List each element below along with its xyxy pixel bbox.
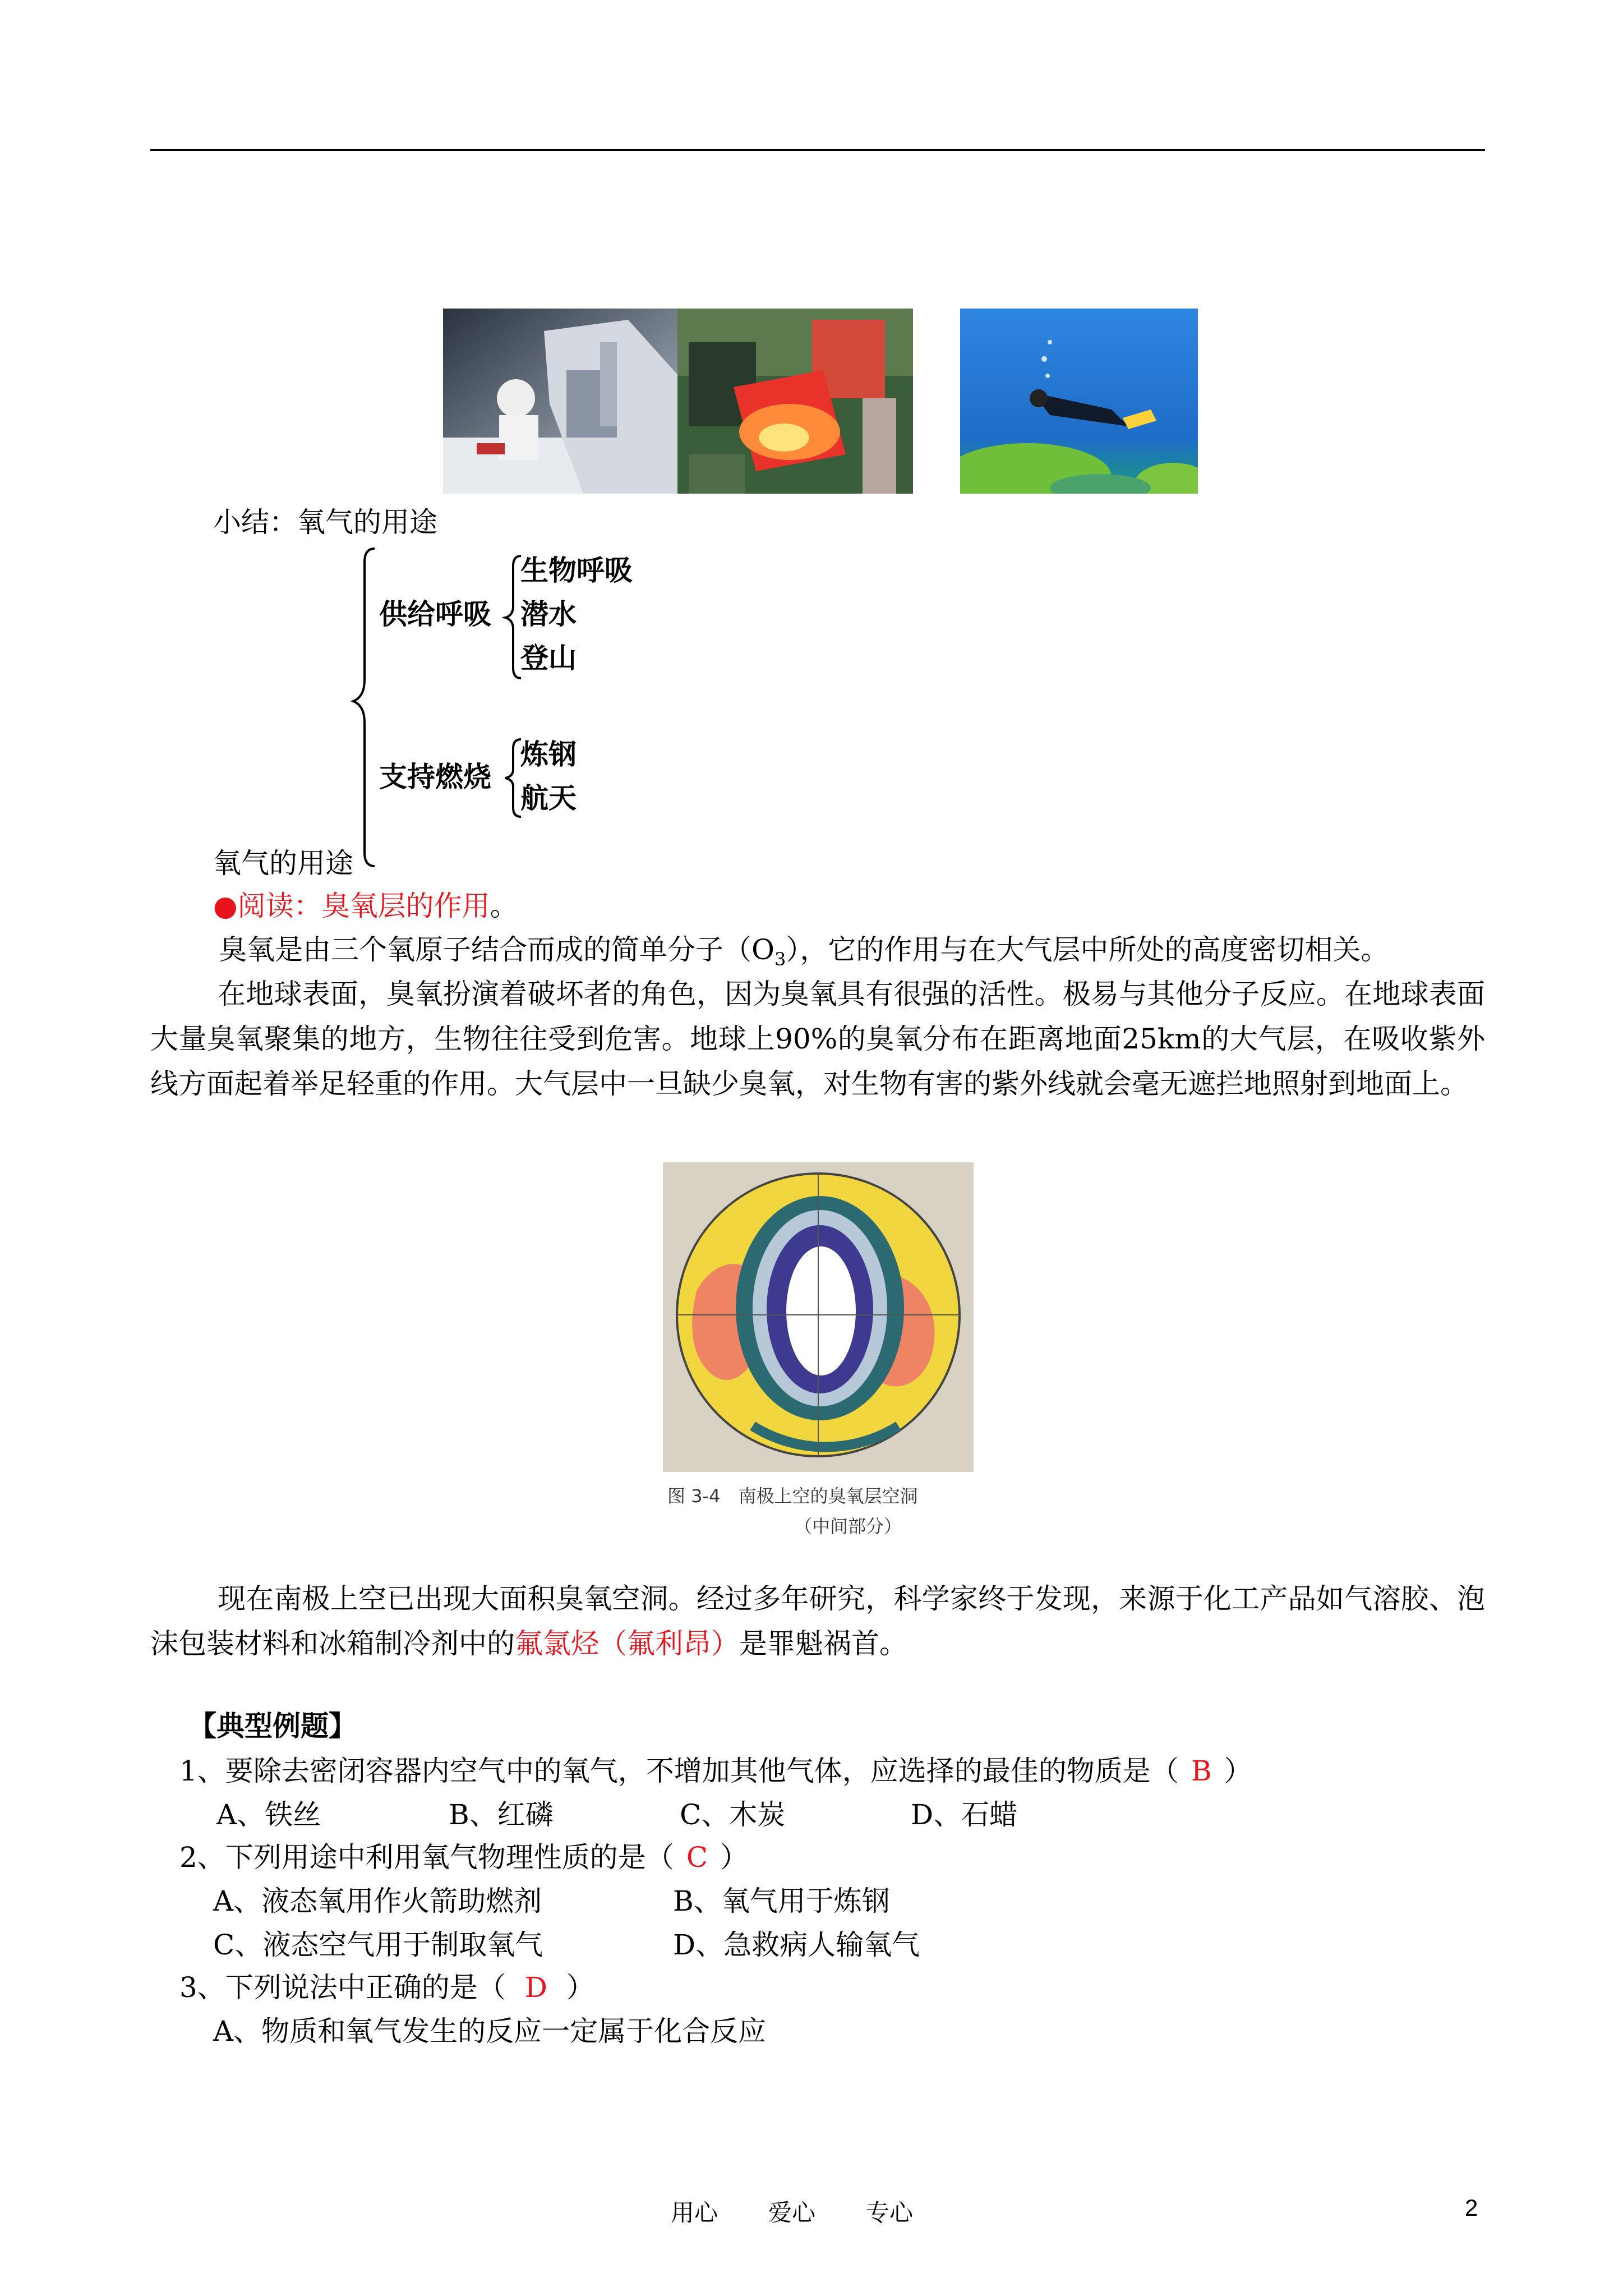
answer-2: C bbox=[686, 1841, 708, 1874]
answer-3: D bbox=[524, 1971, 547, 2004]
question-3: 3、下列说法中正确的是（ D ） bbox=[179, 1971, 594, 2004]
cfc-highlight: 氟氯烃（氟利昂） bbox=[515, 1627, 739, 1660]
photo-astronaut bbox=[443, 309, 679, 494]
photo-diver bbox=[960, 309, 1198, 494]
footer-motto-3: 专心 bbox=[866, 2199, 914, 2226]
footer-motto-1: 用心 bbox=[671, 2199, 718, 2226]
q1-option-c: C、木炭 bbox=[680, 1798, 786, 1831]
question-2: 2、下列用途中利用氧气物理性质的是（ C ） bbox=[179, 1841, 749, 1874]
ozone-hole-map bbox=[663, 1162, 974, 1472]
footer-motto-2: 爱心 bbox=[768, 2199, 816, 2226]
bullet-icon: ● bbox=[213, 890, 238, 922]
page-number: 2 bbox=[1465, 2194, 1478, 2221]
q3-option-a: A、物质和氧气发生的反应一定属于化合反应 bbox=[213, 2015, 767, 2047]
branch-combustion: 支持燃烧 bbox=[379, 760, 491, 793]
examples-heading: 【典型例题】 bbox=[188, 1709, 357, 1742]
q2-option-d: D、急救病人输氧气 bbox=[673, 1929, 920, 1961]
q2-option-a: A、液态氧用作火箭助燃剂 bbox=[213, 1885, 542, 1917]
q2-option-c: C、液态空气用于制取氧气 bbox=[213, 1929, 543, 1961]
item-climbing: 登山 bbox=[520, 641, 577, 674]
reading-heading-text: 阅读：臭氧层的作用 bbox=[237, 890, 490, 922]
item-diving: 潜水 bbox=[520, 597, 577, 631]
figure-caption-sub: （中间部分） bbox=[794, 1516, 902, 1537]
q1-option-d: D、石蜡 bbox=[911, 1798, 1018, 1831]
item-aerospace: 航天 bbox=[520, 781, 577, 815]
q2-option-b: B、氧气用于炼钢 bbox=[673, 1885, 890, 1917]
item-steelmaking: 炼钢 bbox=[520, 738, 577, 771]
q1-option-b: B、红磷 bbox=[449, 1798, 554, 1831]
answer-1: B bbox=[1191, 1755, 1212, 1787]
header-rule bbox=[150, 149, 1485, 151]
q1-option-a: A、铁丝 bbox=[216, 1798, 321, 1831]
brace-main bbox=[348, 545, 381, 871]
question-1: 1、要除去密闭容器内空气中的氧气，不增加其他气体，应选择的最佳的物质是（ B ） bbox=[179, 1755, 1252, 1787]
reading-paragraph-1: 臭氧是由三个氧原子结合而成的简单分子$(O_3)$，它的作用与在大气层中所处的高度密切相关。 bbox=[219, 933, 1389, 970]
reading-paragraph-3: 现在南极上空已出现大面积臭氧空洞。经过多年研究，科学家终于发现，来源于化工产品如气溶胶、泡沫包装材料和冰箱制冷剂中的氟氯烃（氟利昂）是罪魁祸首。 bbox=[150, 1582, 1485, 1660]
figure-caption: 图 3-4 南极上空的臭氧层空洞 bbox=[667, 1485, 918, 1507]
photo-steelmaking bbox=[677, 309, 913, 494]
branch-breathing: 供给呼吸 bbox=[379, 597, 491, 631]
summary-title: 小结：氧气的用途 bbox=[213, 506, 437, 539]
summary-root-label: 氧气的用途 bbox=[213, 847, 353, 880]
reading-heading: ●阅读：臭氧层的作用。 bbox=[213, 890, 518, 922]
item-bio-breathing: 生物呼吸 bbox=[520, 554, 633, 587]
reading-paragraph-2: 在地球表面，臭氧扮演着破坏者的角色，因为臭氧具有很强的活性。极易与其他分子反应。在地球表面大量臭氧聚集的地方，生物往往受到危害。地球上90%的臭氧分布在距离地面25km的大气层，在吸收紫外线方面起着举足轻重的作用。大气层中一旦缺少臭氧，对生物有害的紫外线就会毫无遮拦地照射到地面上。 bbox=[150, 978, 1485, 1100]
